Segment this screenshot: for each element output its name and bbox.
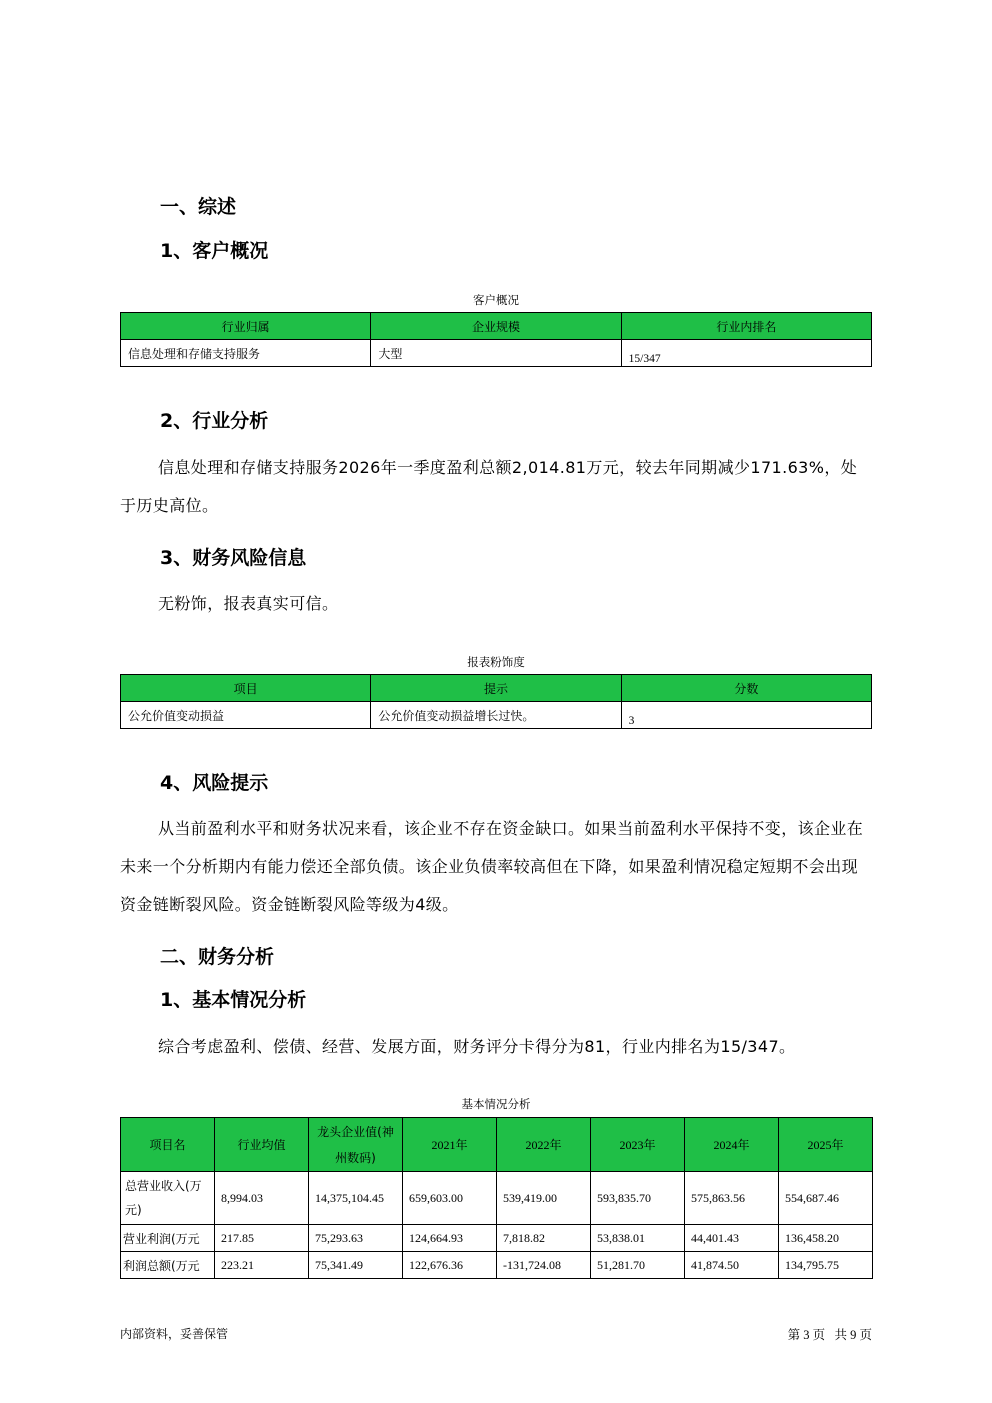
footer-note: 内部资料，妥善保管 <box>120 1327 229 1341</box>
table-caption: 基本情况分析 <box>461 1097 531 1111</box>
table-cell: 3 <box>621 702 871 729</box>
table-cell: 593,835.70 <box>591 1172 685 1225</box>
table-cell: 554,687.46 <box>779 1172 873 1225</box>
column-header: 项目 <box>121 675 371 702</box>
table-cell: 217.85 <box>215 1225 309 1252</box>
column-header: 2022年 <box>497 1118 591 1172</box>
column-header: 2021年 <box>403 1118 497 1172</box>
subsection-title-risk-info: 3、财务风险信息 <box>160 547 307 569</box>
table-cell: 14,375,104.45 <box>309 1172 403 1225</box>
section-title-overview: 一、综述 <box>160 196 237 218</box>
subsection-title-customer: 1、客户概况 <box>160 240 269 262</box>
table-cell: 大型 <box>371 340 621 367</box>
table-cell: 124,664.93 <box>403 1225 497 1252</box>
table-cell: 75,341.49 <box>309 1252 403 1279</box>
subsection-title-basic: 1、基本情况分析 <box>160 989 307 1011</box>
customer-table <box>120 312 872 367</box>
row-label: 利润总额(万元 <box>121 1252 215 1279</box>
table-cell: 75,293.63 <box>309 1225 403 1252</box>
paragraph-risk-info: 无粉饰，报表真实可信。 <box>158 594 339 613</box>
column-header: 2024年 <box>685 1118 779 1172</box>
page-number: 第 3 页 共 9 页 <box>787 1328 872 1342</box>
table-cell: 41,874.50 <box>685 1252 779 1279</box>
table-cell: 8,994.03 <box>215 1172 309 1225</box>
table-cell: -131,724.08 <box>497 1252 591 1279</box>
paragraph-basic: 综合考虑盈利、偿债、经营、发展方面，财务评分卡得分为81，行业内排名为15/347。 <box>158 1037 796 1056</box>
table-cell: 7,818.82 <box>497 1225 591 1252</box>
column-header: 龙头企业值(神州数码) <box>309 1118 403 1172</box>
table-cell: 44,401.43 <box>685 1225 779 1252</box>
column-header: 项目名 <box>121 1118 215 1172</box>
subsection-title-industry: 2、行业分析 <box>160 410 269 432</box>
table-caption: 客户概况 <box>473 293 519 307</box>
table-cell: 公允价值变动损益 <box>121 702 371 729</box>
table-cell: 122,676.36 <box>403 1252 497 1279</box>
table-cell: 136,458.20 <box>779 1225 873 1252</box>
table-cell: 15/347 <box>621 340 871 367</box>
column-header: 企业规模 <box>371 313 621 340</box>
whitewash-table <box>120 674 872 729</box>
row-label: 营业利润(万元 <box>121 1225 215 1252</box>
table-cell: 539,419.00 <box>497 1172 591 1225</box>
table-row <box>121 1225 873 1252</box>
basic-analysis-table <box>120 1117 873 1279</box>
column-header: 行业均值 <box>215 1118 309 1172</box>
table-row <box>121 340 872 367</box>
table-row <box>121 1252 873 1279</box>
row-label: 总营业收入(万元) <box>121 1172 215 1225</box>
table-cell: 53,838.01 <box>591 1225 685 1252</box>
table-cell: 134,795.75 <box>779 1252 873 1279</box>
subsection-title-risk-warning: 4、风险提示 <box>160 772 269 794</box>
column-header: 提示 <box>371 675 621 702</box>
column-header: 分数 <box>621 675 871 702</box>
column-header: 2023年 <box>591 1118 685 1172</box>
table-cell: 575,863.56 <box>685 1172 779 1225</box>
table-cell: 223.21 <box>215 1252 309 1279</box>
table-cell: 公允价值变动损益增长过快。 <box>371 702 621 729</box>
table-row <box>121 702 872 729</box>
table-caption: 报表粉饰度 <box>467 655 525 669</box>
section-title-financial: 二、财务分析 <box>160 946 275 968</box>
table-cell: 659,603.00 <box>403 1172 497 1225</box>
paragraph-industry: 信息处理和存储支持服务2026年一季度盈利总额2,014.81万元，较去年同期减少171.63%，处于历史高位。 <box>120 458 858 515</box>
table-row <box>121 1172 873 1225</box>
paragraph-risk-warning: 从当前盈利水平和财务状况来看，该企业不存在资金缺口。如果当前盈利水平保持不变，该企业在未来一个分析期内有能力偿还全部负债。该企业负债率较高但在下降，如果盈利情况稳定短期不会出现资金链断裂风险。资金链断裂风险等级为4级。 <box>120 819 864 914</box>
column-header: 行业归属 <box>121 313 371 340</box>
table-cell: 51,281.70 <box>591 1252 685 1279</box>
column-header: 2025年 <box>779 1118 873 1172</box>
column-header: 行业内排名 <box>621 313 871 340</box>
table-cell: 信息处理和存储支持服务 <box>121 340 371 367</box>
